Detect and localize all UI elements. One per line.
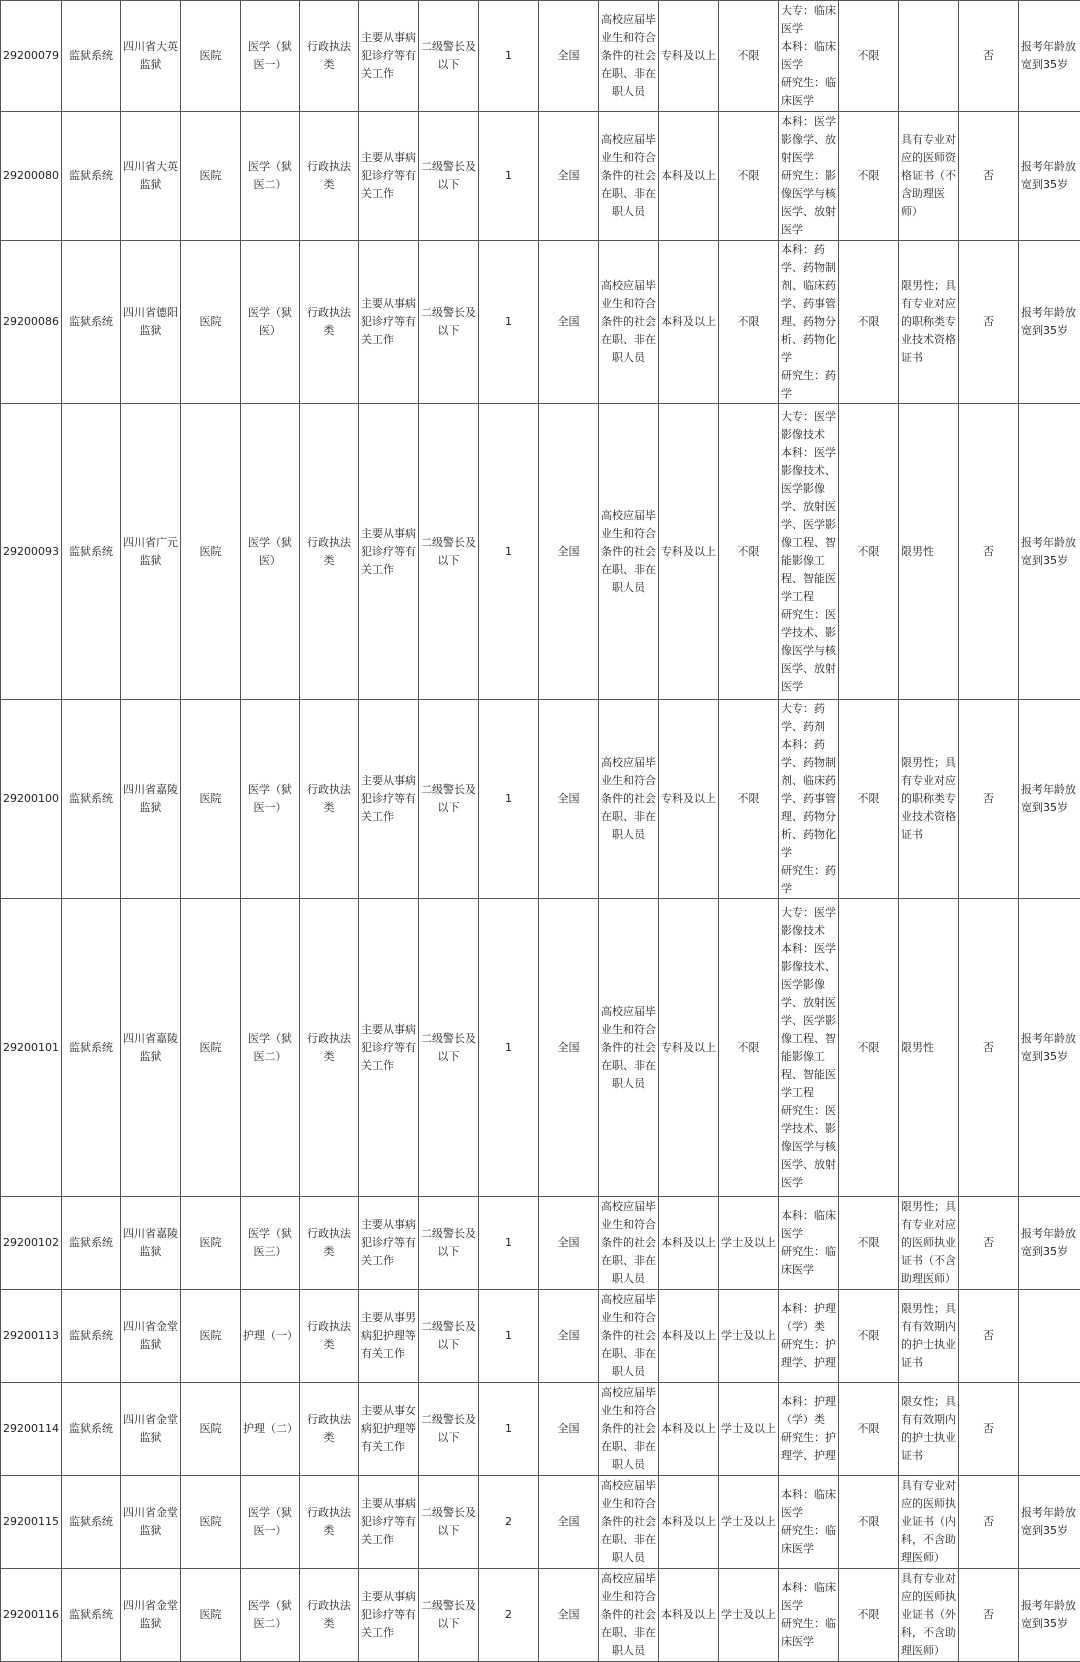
headcount-cell: 1 xyxy=(479,1290,539,1383)
table-row xyxy=(1,1569,1080,1662)
rank-cell: 二级警长及以下 xyxy=(419,1569,479,1662)
test-cell: 否 xyxy=(959,1290,1019,1383)
position-name-cell: 护理（二） xyxy=(241,1383,300,1476)
headcount-cell: 1 xyxy=(479,1383,539,1476)
other-requirements-cell xyxy=(899,1,959,112)
position-code-cell: 29200086 xyxy=(1,241,62,404)
major-cell: 本科：医学影像学、放射医学 研究生：影像医学与核医学、放射医学 xyxy=(779,112,839,241)
source-cell: 高校应届毕业生和符合条件的社会在职、非在职人员 xyxy=(599,112,659,241)
category-cell: 行政执法类 xyxy=(300,899,359,1197)
unit-cell: 医院 xyxy=(181,1383,241,1476)
rank-cell: 二级警长及以下 xyxy=(419,112,479,241)
position-name-cell: 医学（狱医二） xyxy=(241,899,300,1197)
education-cell: 本科及以上 xyxy=(659,1476,719,1569)
unit-cell: 医院 xyxy=(181,241,241,404)
source-cell: 高校应届毕业生和符合条件的社会在职、非在职人员 xyxy=(599,1476,659,1569)
duty-cell: 主要从事病犯诊疗等有关工作 xyxy=(359,404,419,700)
major-cell: 大专：临床医学 本科：临床医学 研究生：临床医学 xyxy=(779,1,839,112)
source-cell: 高校应届毕业生和符合条件的社会在职、非在职人员 xyxy=(599,1197,659,1290)
duty-cell: 主要从事病犯诊疗等有关工作 xyxy=(359,899,419,1197)
note-cell: 报考年龄放宽到35岁 xyxy=(1019,241,1080,404)
other-requirements-cell: 限男性 xyxy=(899,404,959,700)
category-cell: 行政执法类 xyxy=(300,1383,359,1476)
category-cell: 行政执法类 xyxy=(300,112,359,241)
table-row xyxy=(1,1383,1080,1476)
other-requirements-cell: 具有专业对应的医师资格证书（不含助理医师） xyxy=(899,112,959,241)
rank-cell: 二级警长及以下 xyxy=(419,241,479,404)
system-cell: 监狱系统 xyxy=(62,112,121,241)
organization-cell: 四川省金堂监狱 xyxy=(121,1476,181,1569)
test-cell: 否 xyxy=(959,1476,1019,1569)
education-cell: 本科及以上 xyxy=(659,112,719,241)
education-cell: 本科及以上 xyxy=(659,1197,719,1290)
degree-cell: 不限 xyxy=(719,700,779,899)
note-cell: 报考年龄放宽到35岁 xyxy=(1019,1569,1080,1662)
system-cell: 监狱系统 xyxy=(62,899,121,1197)
headcount-cell: 1 xyxy=(479,700,539,899)
rank-cell: 二级警长及以下 xyxy=(419,1,479,112)
test-cell: 否 xyxy=(959,1,1019,112)
rank-cell: 二级警长及以下 xyxy=(419,1476,479,1569)
organization-cell: 四川省嘉陵监狱 xyxy=(121,700,181,899)
organization-cell: 四川省金堂监狱 xyxy=(121,1569,181,1662)
table-row xyxy=(1,1,1080,112)
political-cell: 不限 xyxy=(839,112,899,241)
unit-cell: 医院 xyxy=(181,404,241,700)
region-cell: 全国 xyxy=(539,404,599,700)
duty-cell: 主要从事病犯诊疗等有关工作 xyxy=(359,112,419,241)
table-row xyxy=(1,1476,1080,1569)
political-cell: 不限 xyxy=(839,700,899,899)
political-cell: 不限 xyxy=(839,1,899,112)
table-row xyxy=(1,1290,1080,1383)
duty-cell: 主要从事病犯诊疗等有关工作 xyxy=(359,1197,419,1290)
source-cell: 高校应届毕业生和符合条件的社会在职、非在职人员 xyxy=(599,241,659,404)
position-name-cell: 医学（狱医一） xyxy=(241,1,300,112)
table-row xyxy=(1,700,1080,899)
source-cell: 高校应届毕业生和符合条件的社会在职、非在职人员 xyxy=(599,700,659,899)
system-cell: 监狱系统 xyxy=(62,1290,121,1383)
duty-cell: 主要从事男病犯护理等有关工作 xyxy=(359,1290,419,1383)
duty-cell: 主要从事女病犯护理等有关工作 xyxy=(359,1383,419,1476)
organization-cell: 四川省大英监狱 xyxy=(121,112,181,241)
position-code-cell: 29200080 xyxy=(1,112,62,241)
major-cell: 大专：药学、药剂 本科：药学、药物制剂、临床药学、药事管理、药物分析、药物化学 研究生：药学 xyxy=(779,700,839,899)
region-cell: 全国 xyxy=(539,1290,599,1383)
position-name-cell: 医学（狱医三） xyxy=(241,1197,300,1290)
region-cell: 全国 xyxy=(539,899,599,1197)
education-cell: 专科及以上 xyxy=(659,700,719,899)
degree-cell: 不限 xyxy=(719,404,779,700)
unit-cell: 医院 xyxy=(181,1476,241,1569)
category-cell: 行政执法类 xyxy=(300,1290,359,1383)
headcount-cell: 1 xyxy=(479,404,539,700)
degree-cell: 不限 xyxy=(719,241,779,404)
organization-cell: 四川省金堂监狱 xyxy=(121,1383,181,1476)
position-code-cell: 29200100 xyxy=(1,700,62,899)
position-code-cell: 29200115 xyxy=(1,1476,62,1569)
system-cell: 监狱系统 xyxy=(62,1569,121,1662)
major-cell: 本科：药学、药物制剂、临床药学、药事管理、药物分析、药物化学 研究生：药学 xyxy=(779,241,839,404)
system-cell: 监狱系统 xyxy=(62,1476,121,1569)
headcount-cell: 2 xyxy=(479,1569,539,1662)
region-cell: 全国 xyxy=(539,1197,599,1290)
test-cell: 否 xyxy=(959,1383,1019,1476)
other-requirements-cell: 具有专业对应的医师执业证书（外科，不含助理医师） xyxy=(899,1569,959,1662)
duty-cell: 主要从事病犯诊疗等有关工作 xyxy=(359,700,419,899)
position-name-cell: 医学（狱医） xyxy=(241,404,300,700)
degree-cell: 不限 xyxy=(719,899,779,1197)
other-requirements-cell: 限男性 xyxy=(899,899,959,1197)
political-cell: 不限 xyxy=(839,899,899,1197)
source-cell: 高校应届毕业生和符合条件的社会在职、非在职人员 xyxy=(599,1569,659,1662)
system-cell: 监狱系统 xyxy=(62,1383,121,1476)
headcount-cell: 1 xyxy=(479,899,539,1197)
rank-cell: 二级警长及以下 xyxy=(419,1290,479,1383)
political-cell: 不限 xyxy=(839,1197,899,1290)
source-cell: 高校应届毕业生和符合条件的社会在职、非在职人员 xyxy=(599,1383,659,1476)
education-cell: 专科及以上 xyxy=(659,899,719,1197)
education-cell: 本科及以上 xyxy=(659,241,719,404)
region-cell: 全国 xyxy=(539,1,599,112)
position-code-cell: 29200113 xyxy=(1,1290,62,1383)
education-cell: 专科及以上 xyxy=(659,1,719,112)
test-cell: 否 xyxy=(959,1197,1019,1290)
position-name-cell: 医学（狱医二） xyxy=(241,112,300,241)
other-requirements-cell: 限男性；具有专业对应的医师执业证书（不含助理医师） xyxy=(899,1197,959,1290)
rank-cell: 二级警长及以下 xyxy=(419,404,479,700)
category-cell: 行政执法类 xyxy=(300,1,359,112)
table-row xyxy=(1,899,1080,1197)
system-cell: 监狱系统 xyxy=(62,404,121,700)
position-code-cell: 29200102 xyxy=(1,1197,62,1290)
major-cell: 本科：临床医学 研究生：临床医学 xyxy=(779,1197,839,1290)
organization-cell: 四川省广元监狱 xyxy=(121,404,181,700)
position-name-cell: 医学（狱医一） xyxy=(241,700,300,899)
note-cell xyxy=(1019,1383,1080,1476)
system-cell: 监狱系统 xyxy=(62,700,121,899)
test-cell: 否 xyxy=(959,404,1019,700)
source-cell: 高校应届毕业生和符合条件的社会在职、非在职人员 xyxy=(599,1,659,112)
organization-cell: 四川省嘉陵监狱 xyxy=(121,899,181,1197)
rank-cell: 二级警长及以下 xyxy=(419,700,479,899)
note-cell: 报考年龄放宽到35岁 xyxy=(1019,1197,1080,1290)
region-cell: 全国 xyxy=(539,1476,599,1569)
table-row xyxy=(1,112,1080,241)
organization-cell: 四川省嘉陵监狱 xyxy=(121,1197,181,1290)
position-code-cell: 29200114 xyxy=(1,1383,62,1476)
other-requirements-cell: 具有专业对应的医师执业证书（内科，不含助理医师） xyxy=(899,1476,959,1569)
duty-cell: 主要从事病犯诊疗等有关工作 xyxy=(359,1476,419,1569)
headcount-cell: 1 xyxy=(479,1197,539,1290)
rank-cell: 二级警长及以下 xyxy=(419,1383,479,1476)
region-cell: 全国 xyxy=(539,700,599,899)
political-cell: 不限 xyxy=(839,1476,899,1569)
note-cell xyxy=(1019,1290,1080,1383)
unit-cell: 医院 xyxy=(181,112,241,241)
position-name-cell: 医学（狱医二） xyxy=(241,1569,300,1662)
table-row xyxy=(1,1197,1080,1290)
headcount-cell: 2 xyxy=(479,1476,539,1569)
other-requirements-cell: 限男性；具有专业对应的职称类专业技术资格证书 xyxy=(899,241,959,404)
other-requirements-cell: 限男性；具有专业对应的职称类专业技术资格证书 xyxy=(899,700,959,899)
position-code-cell: 29200093 xyxy=(1,404,62,700)
political-cell: 不限 xyxy=(839,1383,899,1476)
headcount-cell: 1 xyxy=(479,1,539,112)
table-body xyxy=(1,1,1080,1662)
note-cell: 报考年龄放宽到35岁 xyxy=(1019,1,1080,112)
test-cell: 否 xyxy=(959,700,1019,899)
degree-cell: 学士及以上 xyxy=(719,1383,779,1476)
organization-cell: 四川省大英监狱 xyxy=(121,1,181,112)
note-cell: 报考年龄放宽到35岁 xyxy=(1019,1476,1080,1569)
other-requirements-cell: 限男性；具有有效期内的护士执业证书 xyxy=(899,1290,959,1383)
system-cell: 监狱系统 xyxy=(62,241,121,404)
source-cell: 高校应届毕业生和符合条件的社会在职、非在职人员 xyxy=(599,1290,659,1383)
political-cell: 不限 xyxy=(839,1290,899,1383)
category-cell: 行政执法类 xyxy=(300,700,359,899)
table-row xyxy=(1,241,1080,404)
major-cell: 本科：护理（学）类 研究生：护理学、护理 xyxy=(779,1290,839,1383)
table-row xyxy=(1,404,1080,700)
education-cell: 本科及以上 xyxy=(659,1383,719,1476)
category-cell: 行政执法类 xyxy=(300,241,359,404)
position-code-cell: 29200079 xyxy=(1,1,62,112)
test-cell: 否 xyxy=(959,899,1019,1197)
position-name-cell: 护理（一） xyxy=(241,1290,300,1383)
position-name-cell: 医学（狱医） xyxy=(241,241,300,404)
position-name-cell: 医学（狱医一） xyxy=(241,1476,300,1569)
education-cell: 本科及以上 xyxy=(659,1290,719,1383)
degree-cell: 学士及以上 xyxy=(719,1197,779,1290)
test-cell: 否 xyxy=(959,1569,1019,1662)
unit-cell: 医院 xyxy=(181,1290,241,1383)
position-code-cell: 29200116 xyxy=(1,1569,62,1662)
major-cell: 本科：护理（学）类 研究生：护理学、护理 xyxy=(779,1383,839,1476)
test-cell: 否 xyxy=(959,112,1019,241)
region-cell: 全国 xyxy=(539,241,599,404)
education-cell: 本科及以上 xyxy=(659,1569,719,1662)
headcount-cell: 1 xyxy=(479,241,539,404)
organization-cell: 四川省德阳监狱 xyxy=(121,241,181,404)
category-cell: 行政执法类 xyxy=(300,1569,359,1662)
region-cell: 全国 xyxy=(539,1569,599,1662)
political-cell: 不限 xyxy=(839,241,899,404)
unit-cell: 医院 xyxy=(181,700,241,899)
note-cell: 报考年龄放宽到35岁 xyxy=(1019,112,1080,241)
category-cell: 行政执法类 xyxy=(300,404,359,700)
degree-cell: 不限 xyxy=(719,112,779,241)
organization-cell: 四川省金堂监狱 xyxy=(121,1290,181,1383)
headcount-cell: 1 xyxy=(479,112,539,241)
unit-cell: 医院 xyxy=(181,1197,241,1290)
duty-cell: 主要从事病犯诊疗等有关工作 xyxy=(359,1569,419,1662)
note-cell: 报考年龄放宽到35岁 xyxy=(1019,404,1080,700)
major-cell: 大专：医学影像技术 本科：医学影像技术、医学影像学、放射医学、医学影像工程、智能影像工程、智能医学工程 研究生：医学技术、影像医学与核医学、放射医学 xyxy=(779,404,839,700)
duty-cell: 主要从事病犯诊疗等有关工作 xyxy=(359,1,419,112)
system-cell: 监狱系统 xyxy=(62,1,121,112)
unit-cell: 医院 xyxy=(181,1569,241,1662)
source-cell: 高校应届毕业生和符合条件的社会在职、非在职人员 xyxy=(599,404,659,700)
region-cell: 全国 xyxy=(539,112,599,241)
rank-cell: 二级警长及以下 xyxy=(419,899,479,1197)
degree-cell: 学士及以上 xyxy=(719,1569,779,1662)
region-cell: 全国 xyxy=(539,1383,599,1476)
major-cell: 大专：医学影像技术 本科：医学影像技术、医学影像学、放射医学、医学影像工程、智能影像工程、智能医学工程 研究生：医学技术、影像医学与核医学、放射医学 xyxy=(779,899,839,1197)
degree-cell: 不限 xyxy=(719,1,779,112)
duty-cell: 主要从事病犯诊疗等有关工作 xyxy=(359,241,419,404)
other-requirements-cell: 限女性；具有有效期内的护士执业证书 xyxy=(899,1383,959,1476)
major-cell: 本科：临床医学 研究生：临床医学 xyxy=(779,1476,839,1569)
political-cell: 不限 xyxy=(839,1569,899,1662)
degree-cell: 学士及以上 xyxy=(719,1290,779,1383)
category-cell: 行政执法类 xyxy=(300,1197,359,1290)
category-cell: 行政执法类 xyxy=(300,1476,359,1569)
unit-cell: 医院 xyxy=(181,899,241,1197)
note-cell: 报考年龄放宽到35岁 xyxy=(1019,700,1080,899)
rank-cell: 二级警长及以下 xyxy=(419,1197,479,1290)
note-cell: 报考年龄放宽到35岁 xyxy=(1019,899,1080,1197)
political-cell: 不限 xyxy=(839,404,899,700)
unit-cell: 医院 xyxy=(181,1,241,112)
test-cell: 否 xyxy=(959,241,1019,404)
major-cell: 本科：临床医学 研究生：临床医学 xyxy=(779,1569,839,1662)
education-cell: 专科及以上 xyxy=(659,404,719,700)
degree-cell: 学士及以上 xyxy=(719,1476,779,1569)
source-cell: 高校应届毕业生和符合条件的社会在职、非在职人员 xyxy=(599,899,659,1197)
position-code-cell: 29200101 xyxy=(1,899,62,1197)
system-cell: 监狱系统 xyxy=(62,1197,121,1290)
